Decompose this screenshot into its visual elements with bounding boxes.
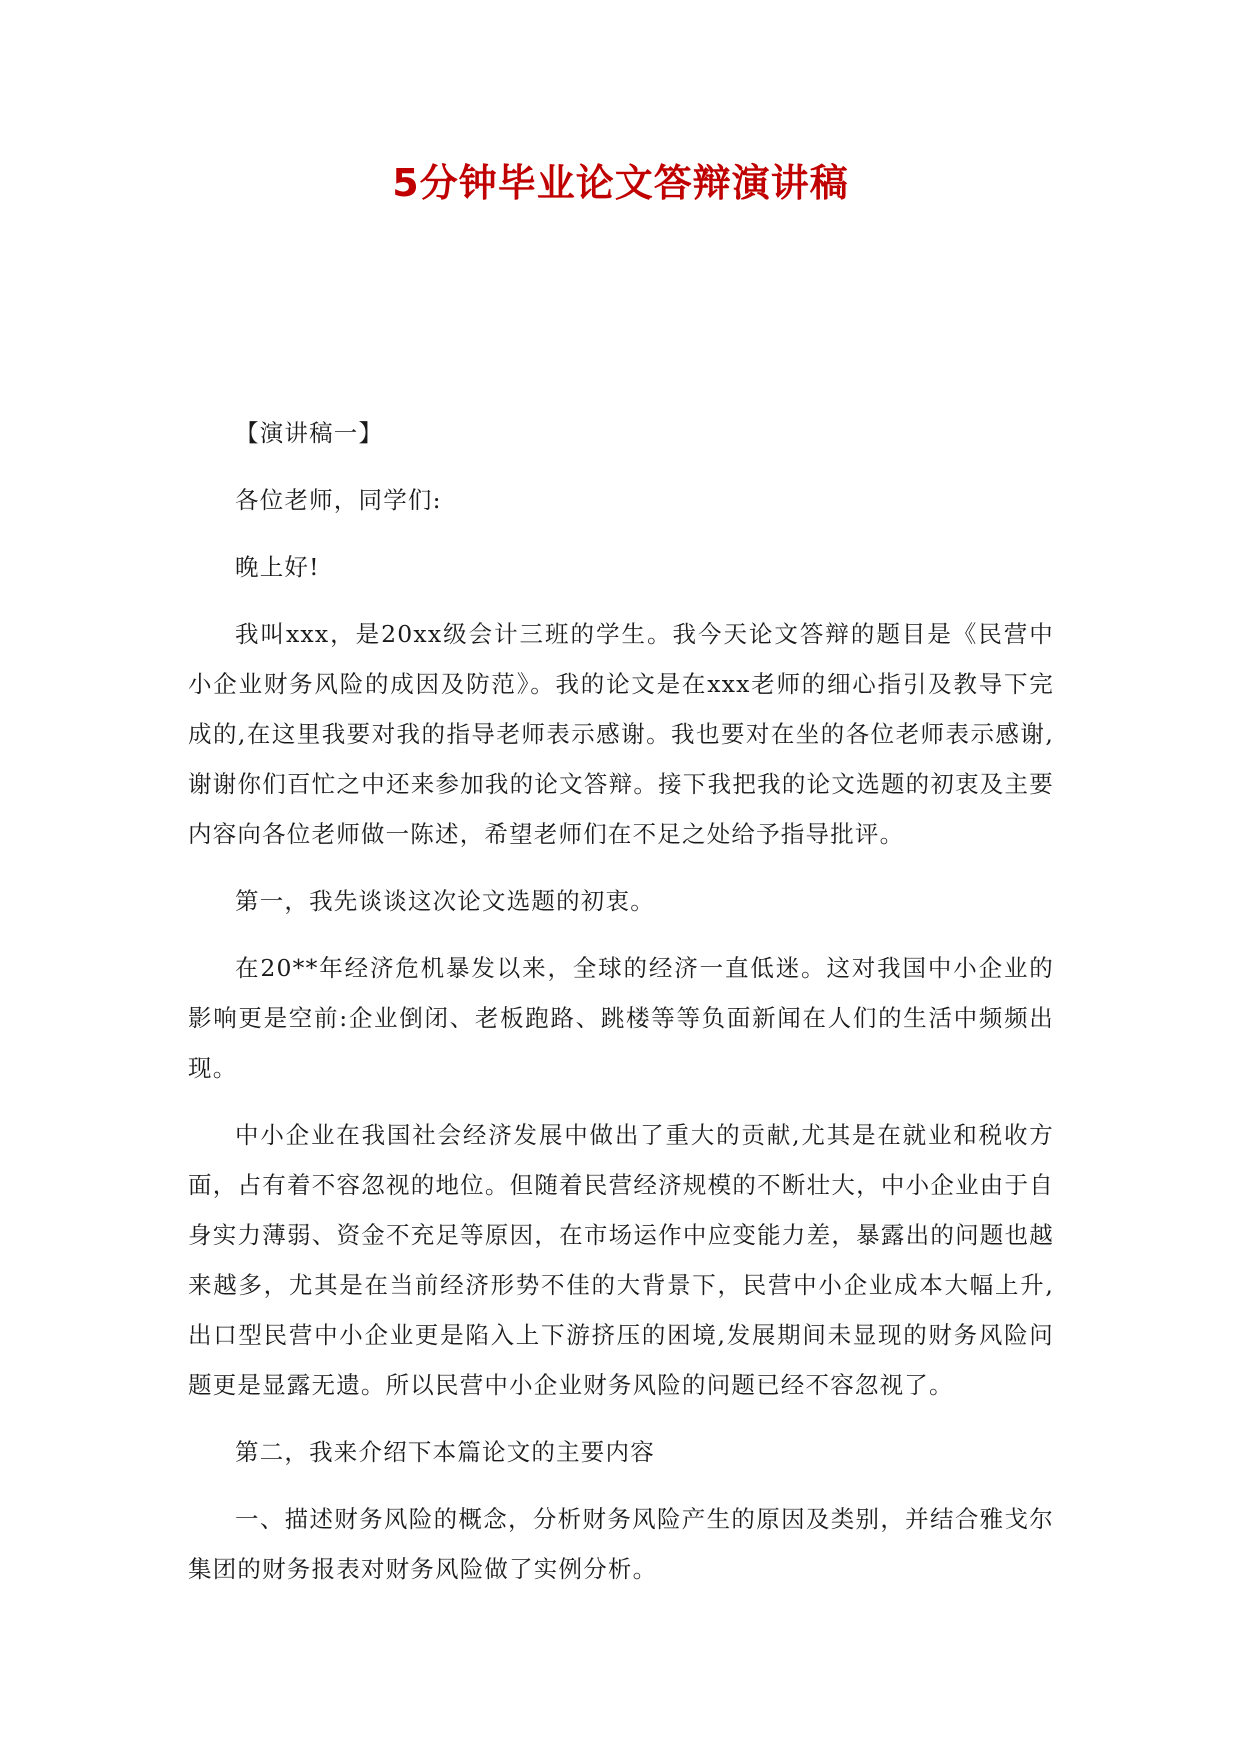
section-label: 【演讲稿一】 — [235, 419, 384, 447]
body-paragraph: 在20**年经济危机暴发以来，全球的经济一直低迷。这对我国中小企业的影响更是空前:企业倒闭、老板跑路、跳楼等等负面新闻在人们的生活中频频出现。 — [188, 954, 1054, 1082]
document-title: 5分钟毕业论文答辩演讲稿 — [392, 161, 849, 205]
body-paragraph: 中小企业在我国社会经济发展中做出了重大的贡献,尤其是在就业和税收方面，占有着不容忽视的地位。但随着民营经济规模的不断壮大，中小企业由于自身实力薄弱、资金不充足等原因，在市场运作中应变能力差，暴露出的问题也越来越多，尤其是在当前经济形势不佳的大背景下，民营中小企业成本大幅上升,出口型民营中小企业更是陷入上下游挤压的困境,发展期间未显现的财务风险问题更是显露无遗。所以民营中小企业财务风险的问题已经不容忽视了。 — [188, 1121, 1054, 1399]
greeting-paragraph: 各位老师，同学们: — [235, 486, 442, 514]
body-paragraph: 一、描述财务风险的概念，分析财务风险产生的原因及类别，并结合雅戈尔集团的财务报表对财务风险做了实例分析。 — [188, 1505, 1054, 1583]
body-paragraph: 第一，我先谈谈这次论文选题的初衷。 — [235, 887, 655, 915]
body-paragraph: 我叫xxx，是20xx级会计三班的学生。我今天论文答辩的题目是《民营中小企业财务风险的成因及防范》。我的论文是在xxx老师的细心指引及教导下完成的,在这里我要对我的指导老师表示感谢。我也要对在坐的各位老师表示感谢,谢谢你们百忙之中还来参加我的论文答辩。接下我把我的论文选题的初衷及主要内容向各位老师做一陈述，希望老师们在不足之处给予指导批评。 — [188, 620, 1054, 848]
body-paragraph: 第二，我来介绍下本篇论文的主要内容 — [235, 1438, 655, 1466]
document-body — [188, 408, 1054, 1611]
greeting-paragraph: 晚上好! — [235, 553, 320, 581]
